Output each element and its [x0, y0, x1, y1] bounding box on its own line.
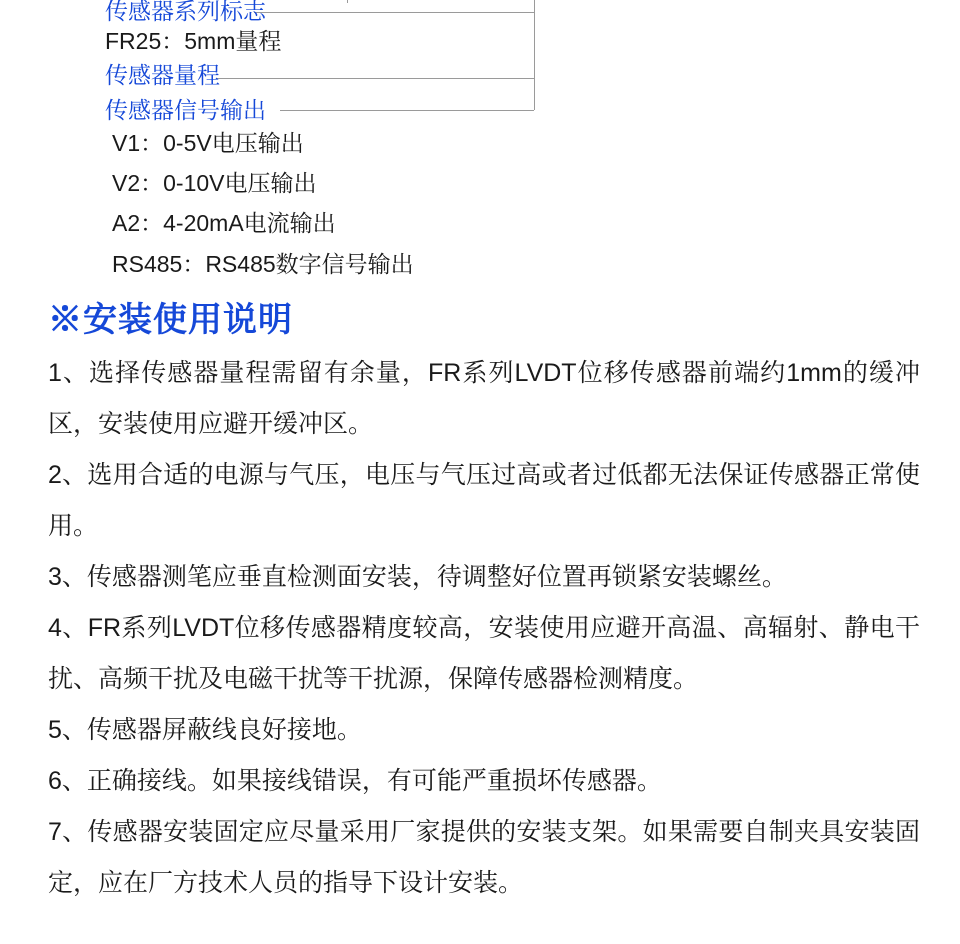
instruction-item: 4、FR系列LVDT位移传感器精度较高，安装使用应避开高温、高辐射、静电干扰、高频干扰及电磁干扰等干扰源，保障传感器检测精度。 — [48, 614, 920, 693]
legend-item-sensor-range: 传感器量程 — [105, 62, 220, 88]
legend-item-signal-output: 传感器信号输出 — [105, 97, 266, 123]
instruction-item: 7、传感器安装固定应尽量采用厂家提供的安装支架。如果需要自制夹具安装固定，应在厂方技术人员的指导下设计安装。 — [48, 818, 920, 897]
legend-leader-vertical-2 — [534, 12, 535, 78]
legend-bracket-top-box — [254, 0, 348, 3]
legend-item-output-a2: A2：4-20mA电流输出 — [112, 210, 336, 236]
instruction-item: 6、正确接线。如果接线错误，有可能严重损坏传感器。 — [48, 767, 662, 795]
legend-item-output-v1: V1：0-5V电压输出 — [112, 130, 304, 156]
legend-leader-line-1 — [254, 12, 534, 13]
legend-leader-vertical-3 — [534, 78, 535, 110]
section-heading-installation: ※安装使用说明 — [48, 301, 293, 339]
legend-item-output-v2: V2：0-10V电压输出 — [112, 170, 317, 196]
instruction-item: 1、选择传感器量程需留有余量，FR系列LVDT位移传感器前端约1mm的缓冲区，安装使用应避开缓冲区。 — [48, 359, 920, 438]
legend-leader-line-2 — [216, 78, 534, 79]
instruction-item: 3、传感器测笔应垂直检测面安装，待调整好位置再锁紧安装螺丝。 — [48, 563, 787, 591]
legend-item-series-mark: 传感器系列标志 — [105, 0, 266, 24]
installation-instructions-list — [48, 348, 920, 909]
legend-item-output-rs485: RS485：RS485数字信号输出 — [112, 251, 414, 277]
legend-leader-vertical-1 — [534, 0, 535, 12]
legend-item-fr25-range: FR25：5mm量程 — [105, 28, 282, 54]
instruction-item: 5、传感器屏蔽线良好接地。 — [48, 716, 362, 744]
instruction-item: 2、选用合适的电源与气压，电压与气压过高或者过低都无法保证传感器正常使用。 — [48, 461, 920, 540]
legend-leader-line-3 — [280, 110, 534, 111]
